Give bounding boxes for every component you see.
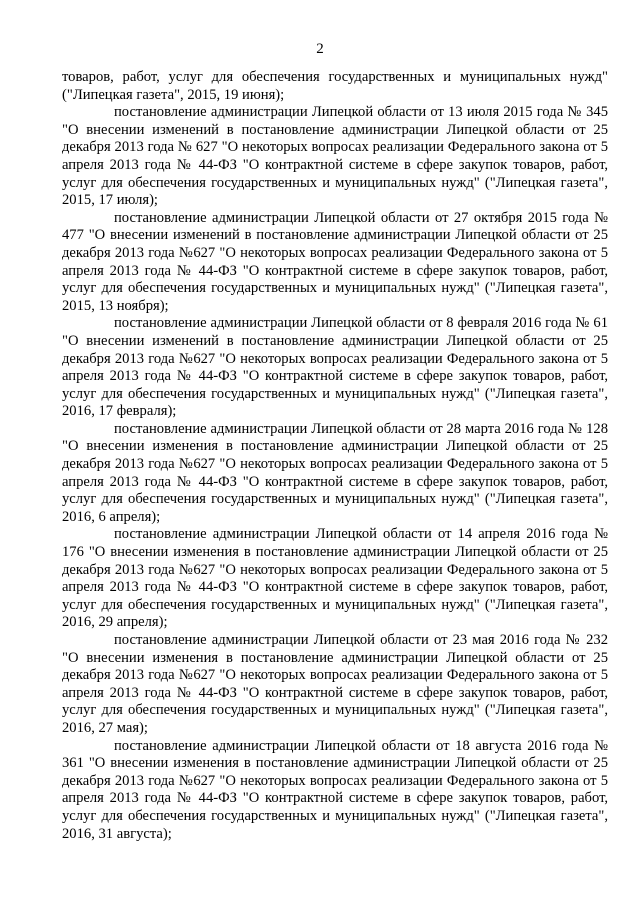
paragraph-decree-176: постановление администрации Липецкой области от 14 апреля 2016 года № 176 "О внесении изменения в постановление администрации Липецкой области от 25 декабря 2013 года №627 "О некоторых вопросах реализации Федерального закона от 5 апреля 2013 года № 44-ФЗ "О контрактной системе в сфере закупок товаров, работ, услуг для обеспечения государственных и муниципальных нужд" ("Липецкая газета", 2016, 29 апреля); — [62, 526, 608, 631]
page-number: 2 — [316, 41, 324, 57]
document-body — [62, 69, 608, 843]
paragraph-decree-477: постановление администрации Липецкой области от 27 октября 2015 года № 477 "О внесении изменений в постановление администрации Липецкой области от 25 декабря 2013 года №627 "О некоторых вопросах реализации Федерального закона от 5 апреля 2013 года № 44-ФЗ "О контрактной системе в сфере закупок товаров, работ, услуг для обеспечения государственных и муниципальных нужд" ("Липецкая газета", 2015, 13 ноября); — [62, 209, 608, 314]
paragraph-decree-128: постановление администрации Липецкой области от 28 марта 2016 года № 128 "О внесении изменения в постановление администрации Липецкой области от 25 декабря 2013 года №627 "О некоторых вопросах реализации Федерального закона от 5 апреля 2013 года № 44-ФЗ "О контрактной системе в сфере закупок товаров, работ, услуг для обеспечения государственных и муниципальных нужд" ("Липецкая газета", 2016, 6 апреля); — [62, 420, 608, 525]
paragraph-decree-232: постановление администрации Липецкой области от 23 мая 2016 года № 232 "О внесении изменения в постановление администрации Липецкой области от 25 декабря 2013 года №627 "О некоторых вопросах реализации Федерального закона от 5 апреля 2013 года № 44-ФЗ "О контрактной системе в сфере закупок товаров, работ, услуг для обеспечения государственных и муниципальных нужд" ("Липецкая газета", 2016, 27 мая); — [62, 632, 608, 736]
paragraph-decree-345: постановление администрации Липецкой области от 13 июля 2015 года № 345 "О внесении изменений в постановление администрации Липецкой области от 25 декабря 2013 года № 627 "О некоторых вопросах реализации Федерального закона от 5 апреля 2013 года № 44-ФЗ "О контрактной системе в сфере закупок товаров, работ, услуг для обеспечения государственных и муниципальных нужд" ("Липецкая газета", 2015, 17 июля); — [62, 104, 608, 209]
paragraph-decree-61: постановление администрации Липецкой области от 8 февраля 2016 года № 61 "О внесении изменений в постановление администрации Липецкой области от 25 декабря 2013 года №627 "О некоторых вопросах реализации Федерального закона от 5 апреля 2013 года № 44-ФЗ "О контрактной системе в сфере закупок товаров, работ, услуг для обеспечения государственных и муниципальных нужд" ("Липецкая газета", 2016, 17 февраля); — [62, 315, 608, 420]
paragraph-continuation: товаров, работ, услуг для обеспечения государственных и муниципальных нужд" ("Липецкая газета", 2015, 19 июня); — [62, 69, 608, 103]
paragraph-decree-361: постановление администрации Липецкой области от 18 августа 2016 года № 361 "О внесении изменения в постановление администрации Липецкой области от 25 декабря 2013 года №627 "О некоторых вопросах реализации Федерального закона от 5 апреля 2013 года № 44-ФЗ "О контрактной системе в сфере закупок товаров, работ, услуг для обеспечения государственных и муниципальных нужд" ("Липецкая газета", 2016, 31 августа); — [62, 737, 608, 842]
